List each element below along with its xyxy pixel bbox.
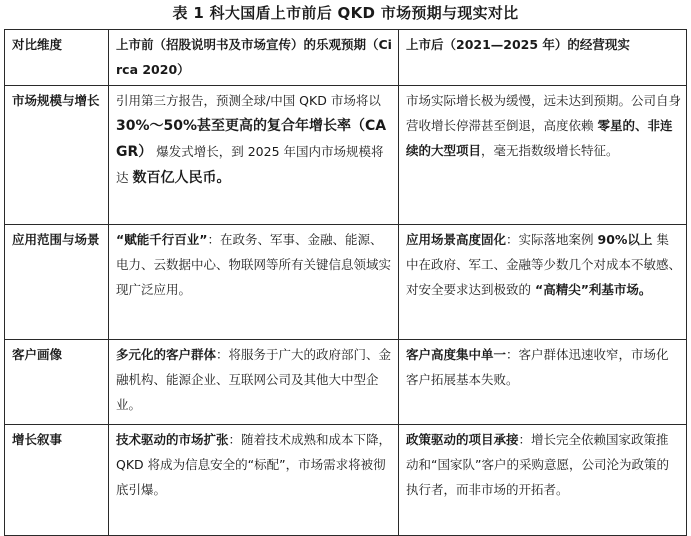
cell-emphasis: 30%～50%甚至更高的复合年增长率（CAGR） (116, 118, 387, 160)
row-dimension: 增长叙事 (5, 425, 109, 536)
cell-text: 市场实际增长极为缓慢，远未达到预期。公司自身营收增长停滞甚至倒退，高度依赖 (406, 93, 682, 133)
cell-text: ：客户群体迅速收窄，市场化客户拓展基本失败。 (406, 347, 669, 387)
row-dimension: 应用范围与场景 (5, 225, 109, 340)
row-dimension: 市场规模与增长 (5, 86, 109, 225)
cell-text: ：在政务、军事、金融、能源、电力、云数据中心、物联网等所有关键信息领域实现广泛应用。 (116, 232, 392, 297)
comparison-table (4, 29, 687, 536)
table-caption: 表 1 科大国盾上市前后 QKD 市场预期与现实对比 (172, 4, 519, 22)
row-after-cell (399, 225, 687, 340)
cell-emphasis: 技术驱动的市场扩张 (116, 432, 229, 447)
cell-emphasis: 90%以上 (597, 232, 653, 247)
cell-emphasis: 客户高度集中单一 (406, 347, 507, 362)
cell-text: ：增长完全依赖国家政策推动和“国家队”客户的采购意愿，公司沦为政策的执行者，而非市场的开拓者。 (406, 432, 669, 497)
cell-text: ，毫无指数级增长特征。 (481, 143, 619, 158)
cell-emphasis: 应用场景高度固化 (406, 232, 507, 247)
row-after-cell (399, 425, 687, 536)
row-after-cell (399, 86, 687, 225)
cell-emphasis: 数百亿人民币。 (132, 170, 231, 186)
table-row-customer-profile (5, 340, 687, 425)
header-dimension: 对比维度 (5, 30, 109, 86)
cell-emphasis: “高精尖”利基市场。 (534, 282, 652, 297)
row-before-cell (109, 86, 399, 225)
cell-text: ：随着技术成熟和成本下降，QKD 将成为信息安全的“标配”，市场需求将被彻底引爆。 (116, 432, 392, 497)
row-dimension: 客户画像 (5, 340, 109, 425)
table-header-row (5, 30, 687, 86)
row-before-cell (109, 340, 399, 425)
cell-emphasis: 零星的、非连续的大型项目 (406, 118, 673, 158)
table-row-application-scope (5, 225, 687, 340)
cell-emphasis: “赋能千行百业” (116, 232, 208, 247)
table-row-growth-narrative (5, 425, 687, 536)
header-after: 上市后（2021—2025 年）的经营现实 (399, 30, 687, 86)
table-row-market-size (5, 86, 687, 225)
cell-text: 集中在政府、军工、金融等少数几个对成本不敏感、对安全要求达到极致的 (406, 232, 682, 297)
cell-emphasis: 政策驱动的项目承接 (406, 432, 519, 447)
row-after-cell (399, 340, 687, 425)
cell-text: 引用第三方报告，预测全球/中国 QKD 市场将以 (116, 93, 381, 108)
cell-emphasis: 多元化的客户群体 (116, 347, 217, 362)
cell-text: ：实际落地案例 (506, 232, 598, 247)
header-before: 上市前（招股说明书及市场宣传）的乐观预期（Circa 2020） (109, 30, 399, 86)
row-before-cell (109, 225, 399, 340)
cell-text: ：将服务于广大的政府部门、金融机构、能源企业、互联网公司及其他大中型企业。 (116, 347, 392, 412)
cell-text: 爆发式增长，到 2025 年国内市场规模将达 (116, 144, 384, 185)
row-before-cell (109, 425, 399, 536)
